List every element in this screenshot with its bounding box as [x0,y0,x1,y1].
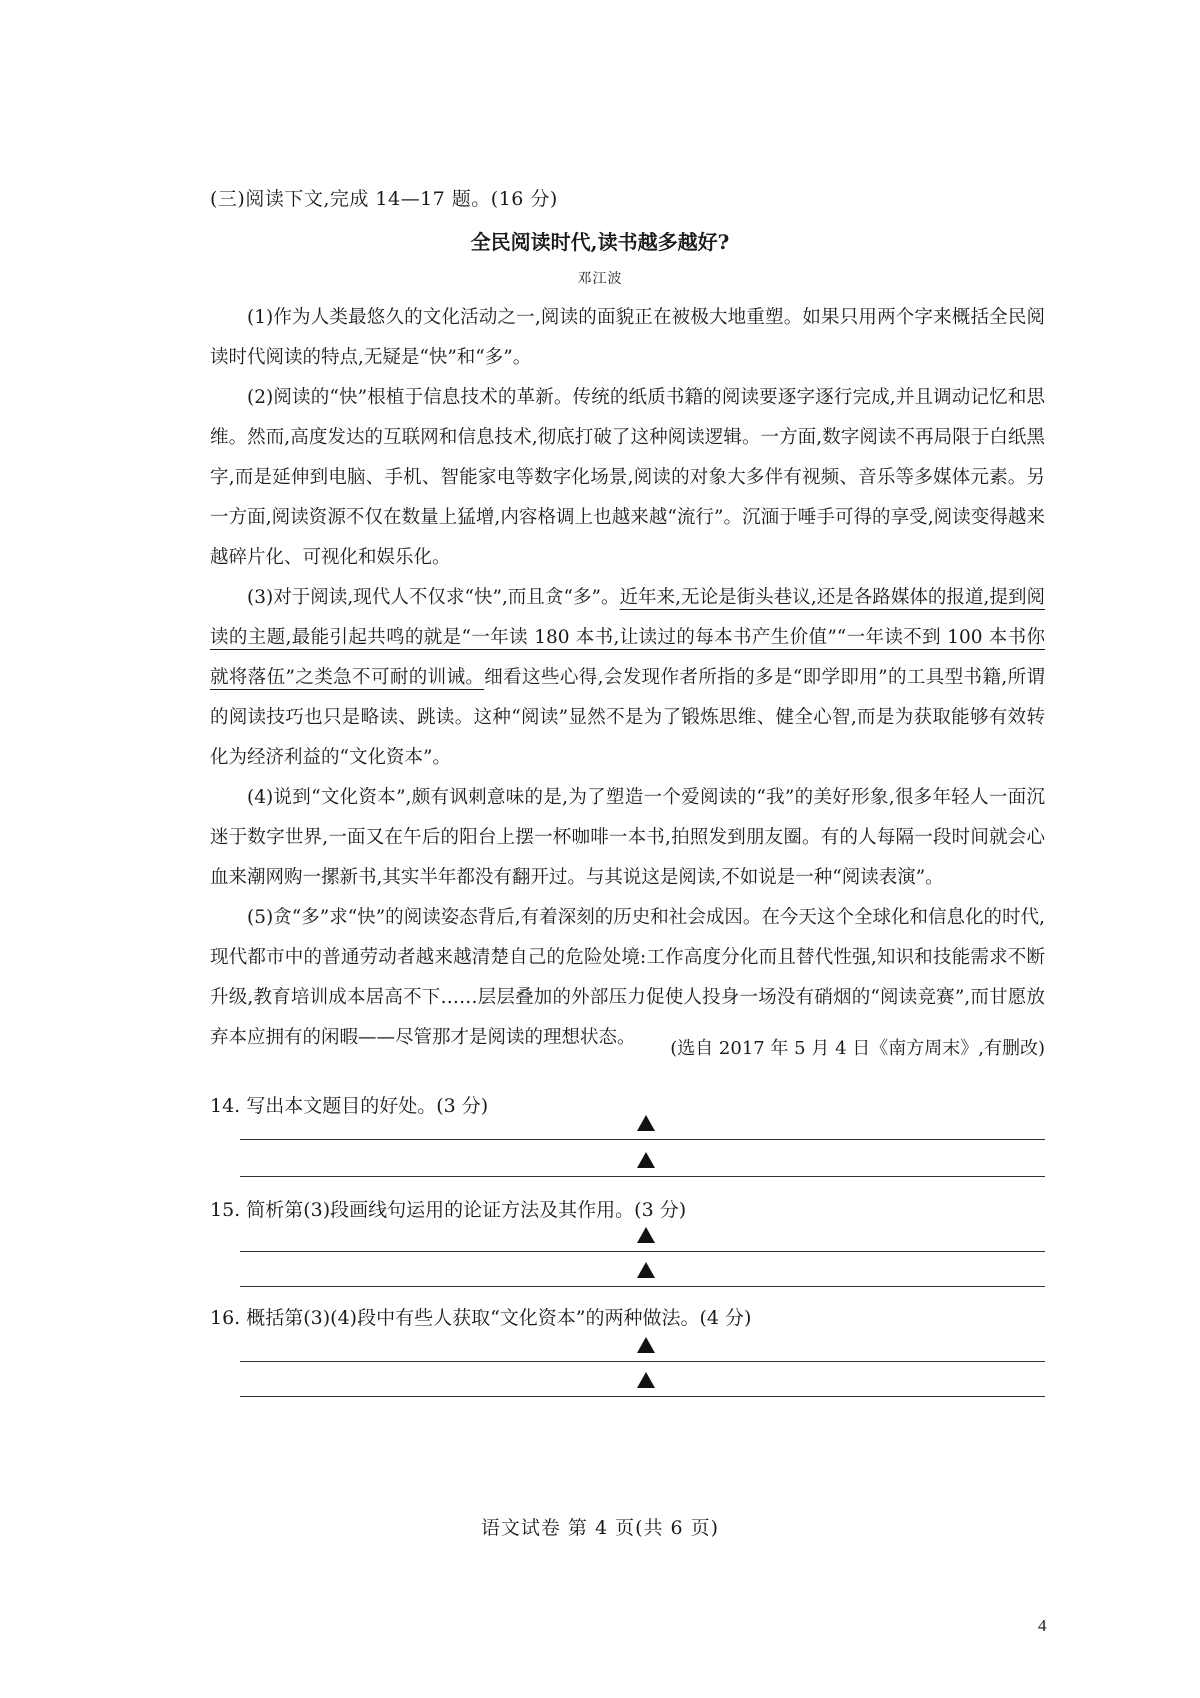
triangle-up-icon [636,1114,656,1132]
paragraph-3-rest: 细看这些心得,会发现作者所指的多是“即学即用”的工具型书籍,所谓的阅读技巧也只是略读、跳读。这种“阅读”显然不是为了锻炼思维、健全心智,而是为获取能够有效转化为经济利益的“文化资本”。 [210,667,1045,768]
answer-line[interactable] [240,1176,1045,1177]
article-body [210,298,1045,1058]
article-author: 邓江波 [577,271,623,287]
question-16: 16. 概括第(3)(4)段中有些人获取“文化资本”的两种做法。(4 分) [210,1307,752,1329]
page-footer: 语文试卷 第 4 页(共 6 页) [480,1517,720,1539]
paragraph-3-intro: (3)对于阅读,现代人不仅求“快”,而且贪“多”。 [247,587,620,608]
answer-line[interactable] [240,1396,1045,1397]
triangle-up-icon [636,1151,656,1169]
question-15: 15. 简析第(3)段画线句运用的论证方法及其作用。(3 分) [210,1199,687,1221]
answer-line[interactable] [240,1361,1045,1362]
section-heading: (三)阅读下文,完成 14—17 题。(16 分) [210,188,558,210]
triangle-up-icon [636,1336,656,1354]
underlined-sentence: 近年来,无论是街头巷议,还是各路媒体的报道,提到阅读的主题,最能引起共鸣的就是“一年读 180 本书,让读过的每本书产生价值”“一年读不到 100 本书你就将落伍”之类急不可耐的训诫。 [210,587,1045,688]
answer-line[interactable] [240,1251,1045,1252]
paragraph-5: (5)贪“多”求“快”的阅读姿态背后,有着深刻的历史和社会成因。在今天这个全球化和信息化的时代,现代都市中的普通劳动者越来越清楚自己的危险处境:工作高度分化而且替代性强,知识和技能需求不断升级,教育培训成本居高不下……层层叠加的外部压力促使人投身一场没有硝烟的“阅读竞赛”,而甘愿放弃本应拥有的闲暇——尽管那才是阅读的理想状态。 [210,907,1045,1048]
article-source: (选自 2017 年 5 月 4 日《南方周末》,有删改) [670,1038,1045,1059]
triangle-up-icon [636,1226,656,1244]
question-14: 14. 写出本文题目的好处。(3 分) [210,1095,489,1117]
answer-line[interactable] [240,1286,1045,1287]
paragraph-4: (4)说到“文化资本”,颇有讽刺意味的是,为了塑造一个爱阅读的“我”的美好形象,很多年轻人一面沉迷于数字世界,一面又在午后的阳台上摆一杯咖啡一本书,拍照发到朋友圈。有的人每隔一段时间就会心血来潮网购一摞新书,其实半年都没有翻开过。与其说这是阅读,不如说是一种“阅读表演”。 [210,787,1045,888]
paragraph-1: (1)作为人类最悠久的文化活动之一,阅读的面貌正在被极大地重塑。如果只用两个字来概括全民阅读时代阅读的特点,无疑是“快”和“多”。 [210,307,1045,368]
article-title: 全民阅读时代,读书越多越好? [470,230,730,254]
page-number: 4 [1038,1616,1047,1635]
paragraph-2: (2)阅读的“快”根植于信息技术的革新。传统的纸质书籍的阅读要逐字逐行完成,并且调动记忆和思维。然而,高度发达的互联网和信息技术,彻底打破了这种阅读逻辑。一方面,数字阅读不再局限于白纸黑字,而是延伸到电脑、手机、智能家电等数字化场景,阅读的对象大多伴有视频、音乐等多媒体元素。另一方面,阅读资源不仅在数量上猛增,内容格调上也越来越“流行”。沉湎于唾手可得的享受,阅读变得越来越碎片化、可视化和娱乐化。 [210,387,1045,568]
triangle-up-icon [636,1371,656,1389]
paragraph-3 [210,578,1045,778]
answer-line[interactable] [240,1139,1045,1140]
triangle-up-icon [636,1261,656,1279]
